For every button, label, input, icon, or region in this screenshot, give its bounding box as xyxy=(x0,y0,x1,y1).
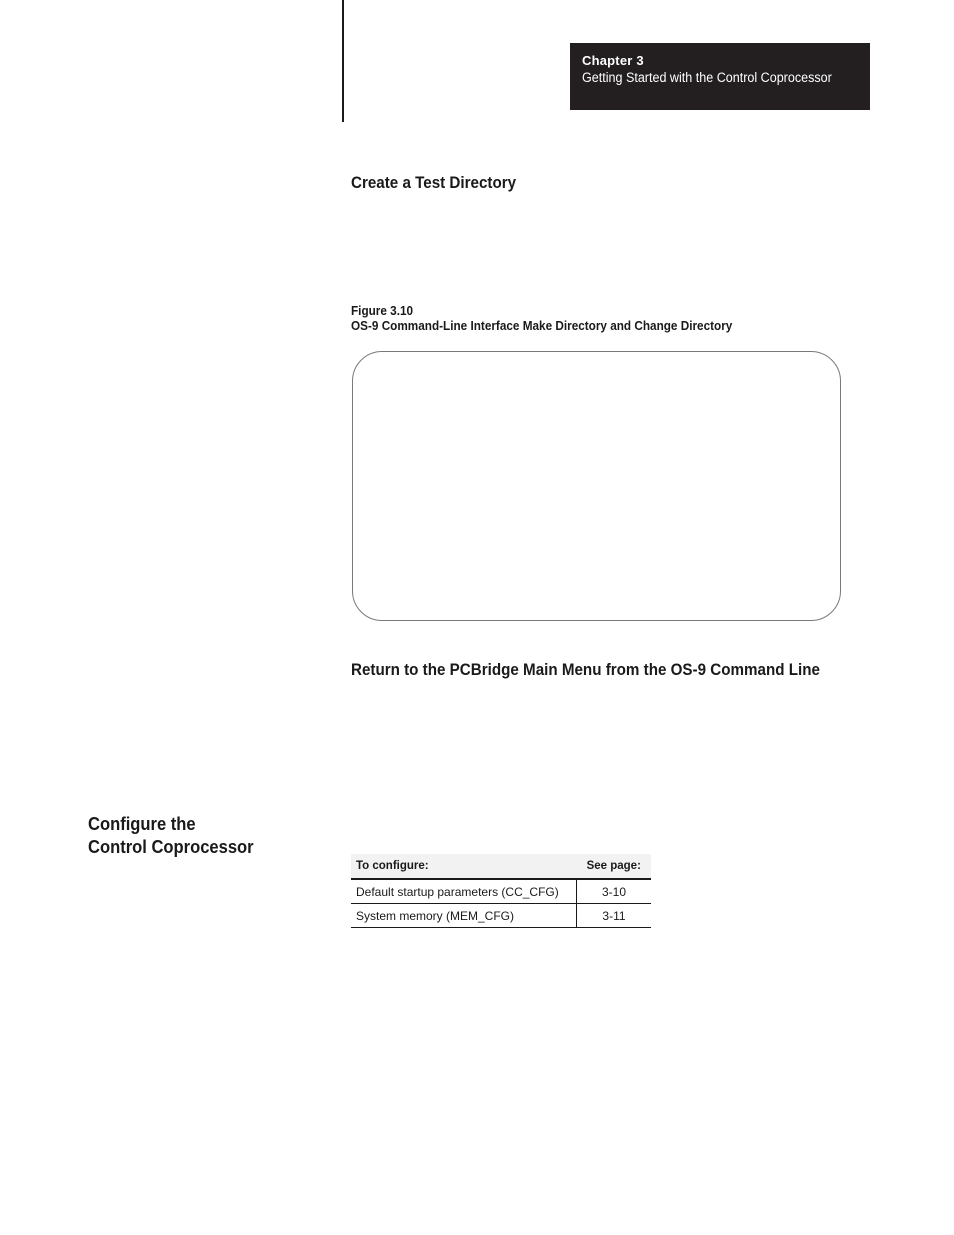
figure-number: Figure 3.10 xyxy=(351,304,414,318)
figure-caption xyxy=(351,304,732,334)
table-cell-item: Default startup parameters (CC_CFG) xyxy=(351,879,577,904)
table-cell-item: System memory (MEM_CFG) xyxy=(351,904,577,928)
table-header-row xyxy=(351,854,651,879)
configuration-table xyxy=(351,854,651,928)
table-row xyxy=(351,879,651,904)
chapter-header xyxy=(570,43,870,110)
margin-rule xyxy=(342,0,344,122)
table-cell-page: 3-11 xyxy=(577,904,652,928)
test-directory-heading: Create a Test Directory xyxy=(351,174,517,192)
chapter-title: Getting Started with the Control Coprocessor xyxy=(582,70,832,85)
configure-heading-line2: Control Coprocessor xyxy=(88,837,254,857)
configure-heading xyxy=(88,813,254,859)
column-header-to-configure: To configure: xyxy=(351,854,577,879)
column-header-see-page: See page: xyxy=(577,854,652,879)
return-to-main-menu-heading: Return to the PCBridge Main Menu from the OS-9 Command Line xyxy=(351,661,820,679)
figure-title: OS-9 Command-Line Interface Make Directory and Change Directory xyxy=(351,319,733,333)
chapter-label: Chapter 3 xyxy=(582,53,644,68)
table-row xyxy=(351,904,651,928)
table-cell-page: 3-10 xyxy=(577,879,652,904)
configure-heading-line1: Configure the xyxy=(88,814,196,834)
screen-display-frame xyxy=(352,351,841,621)
